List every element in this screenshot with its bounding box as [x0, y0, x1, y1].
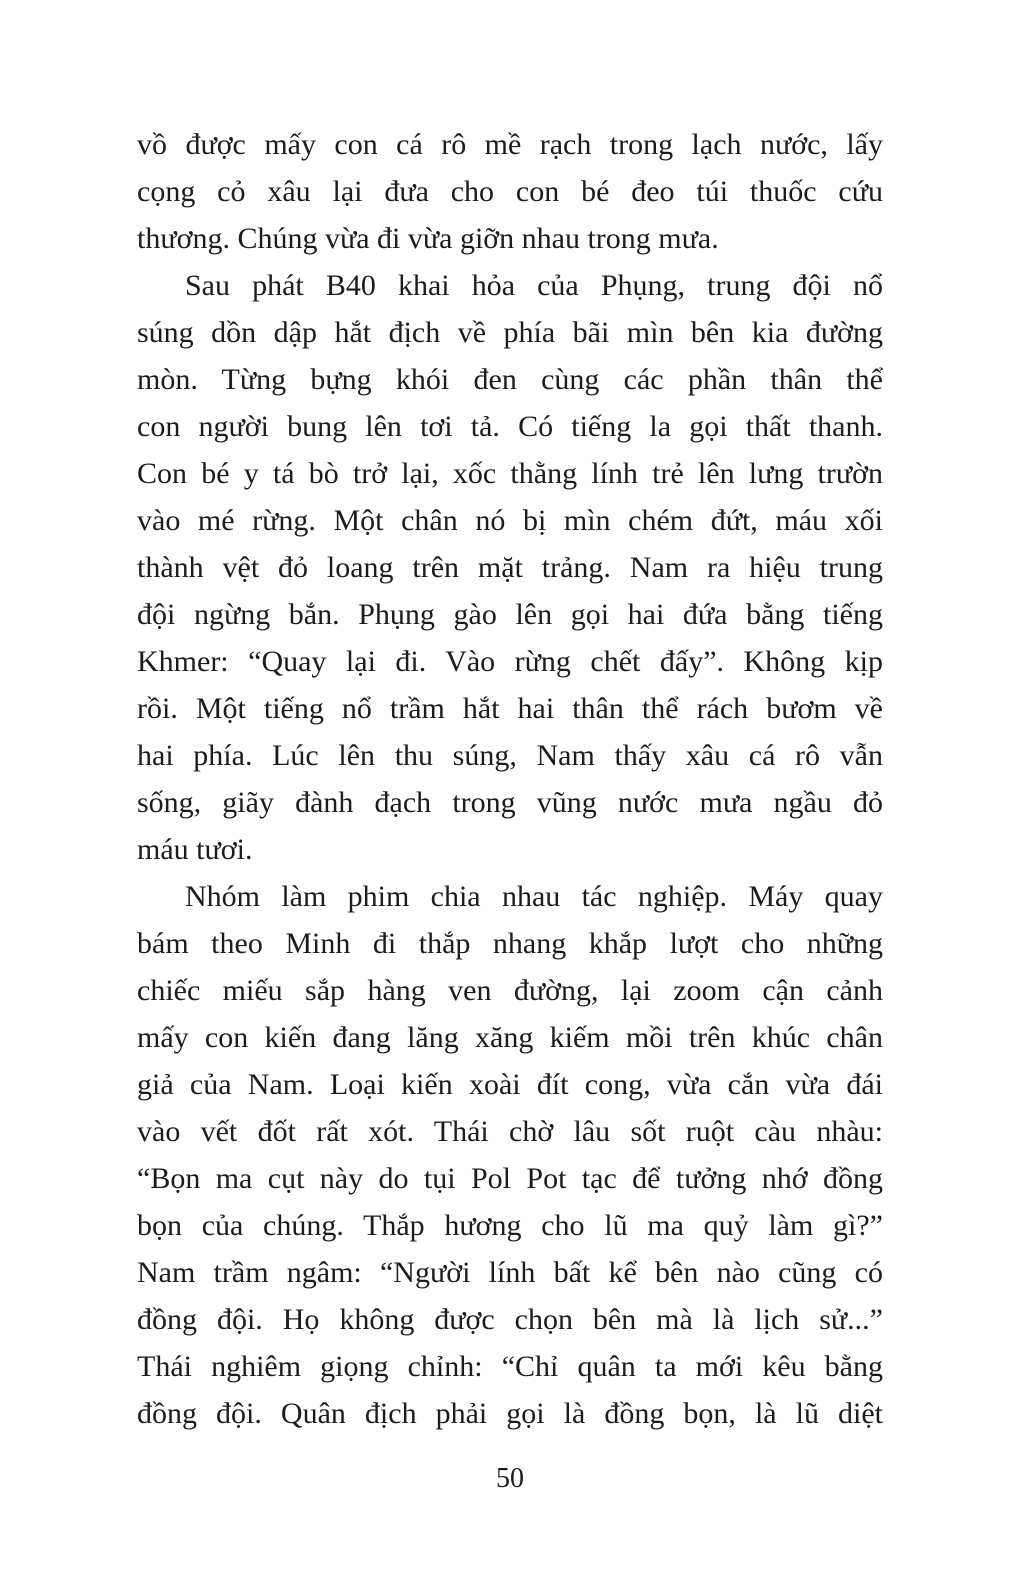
- text-line: Khmer: “Quay lại đi. Vào rừng chết đấy”. Không kịp: [137, 645, 883, 678]
- text-line: thương. Chúng vừa đi vừa giỡn nhau trong mưa.: [137, 222, 719, 255]
- paragraph: [137, 121, 883, 262]
- text-line: vào vết đốt rất xót. Thái chờ lâu sốt ruột càu nhàu:: [137, 1115, 883, 1148]
- text-line: Thái nghiêm giọng chỉnh: “Chỉ quân ta mới kêu bằng: [137, 1350, 883, 1383]
- text-line: thành vệt đỏ loang trên mặt trảng. Nam ra hiệu trung: [137, 551, 883, 584]
- text-line: đội ngừng bắn. Phụng gào lên gọi hai đứa bằng tiếng: [137, 598, 883, 631]
- text-line: bọn của chúng. Thắp hương cho lũ ma quỷ làm gì?”: [137, 1209, 883, 1242]
- text-line: rồi. Một tiếng nổ trầm hắt hai thân thể rách bươm về: [137, 692, 883, 725]
- text-line: “Bọn ma cụt này do tụi Pol Pot tạc để tưởng nhớ đồng: [137, 1162, 883, 1195]
- text-line: chiếc miếu sắp hàng ven đường, lại zoom cận cảnh: [137, 974, 883, 1007]
- text-line: Sau phát B40 khai hỏa của Phụng, trung đội nổ: [185, 269, 883, 302]
- text-line: bám theo Minh đi thắp nhang khắp lượt cho những: [137, 927, 883, 960]
- text-line: mòn. Từng bựng khói đen cùng các phần thân thể: [137, 363, 883, 396]
- text-line: Nhóm làm phim chia nhau tác nghiệp. Máy quay: [185, 880, 883, 913]
- paragraph: [137, 262, 883, 873]
- paragraph: [137, 873, 883, 1437]
- text-line: Con bé y tá bò trở lại, xốc thằng lính trẻ lên lưng trườn: [137, 457, 883, 490]
- text-line: cọng cỏ xâu lại đưa cho con bé đeo túi thuốc cứu: [137, 175, 883, 208]
- text-line: giả của Nam. Loại kiến xoài đít cong, vừa cắn vừa đái: [137, 1068, 883, 1101]
- text-line: vồ được mấy con cá rô mề rạch trong lạch nước, lấy: [137, 128, 883, 161]
- text-line: sống, giãy đành đạch trong vũng nước mưa ngầu đỏ: [137, 786, 883, 819]
- text-line: súng dồn dập hắt địch về phía bãi mìn bên kia đường: [137, 316, 883, 349]
- text-line: máu tươi.: [137, 833, 253, 866]
- text-line: đồng đội. Họ không được chọn bên mà là lịch sử...”: [137, 1303, 883, 1336]
- page-text-block: [137, 121, 883, 1437]
- text-line: con người bung lên tơi tả. Có tiếng la gọi thất thanh.: [137, 410, 883, 443]
- text-line: hai phía. Lúc lên thu súng, Nam thấy xâu cá rô vẫn: [137, 739, 883, 772]
- text-line: mấy con kiến đang lăng xăng kiếm mồi trên khúc chân: [137, 1021, 883, 1054]
- text-line: Nam trầm ngâm: “Người lính bất kể bên nào cũng có: [137, 1256, 883, 1289]
- page-number: 50: [496, 1463, 524, 1494]
- text-line: vào mé rừng. Một chân nó bị mìn chém đứt, máu xối: [137, 504, 883, 537]
- text-line: đồng đội. Quân địch phải gọi là đồng bọn, là lũ diệt: [137, 1397, 883, 1430]
